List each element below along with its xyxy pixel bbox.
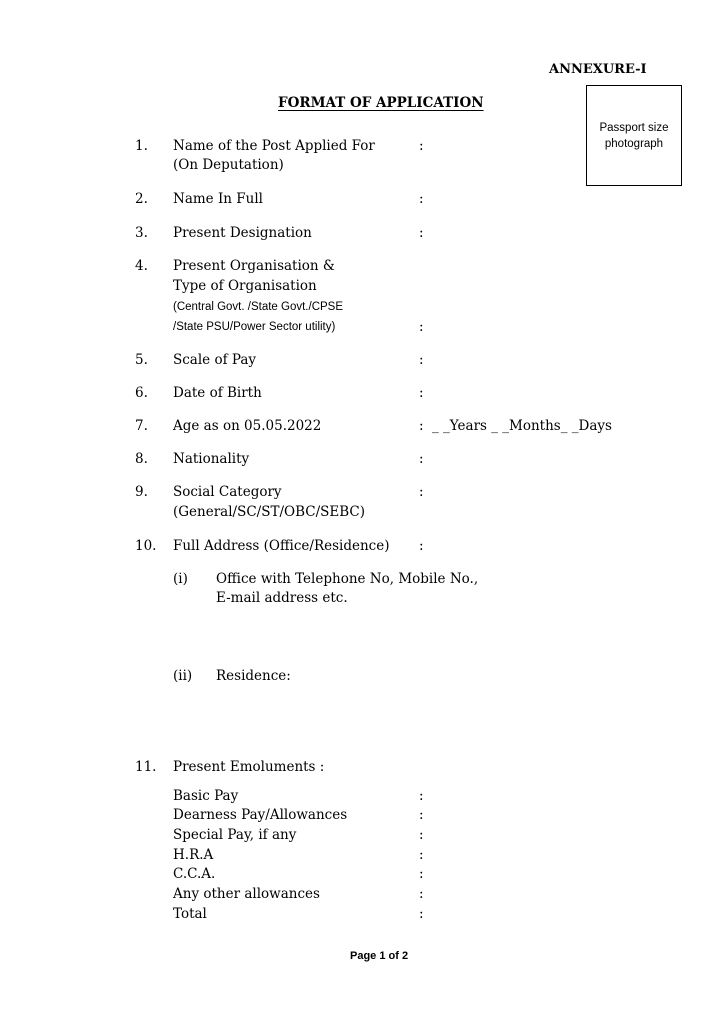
emolument-label: Special Pay, if any xyxy=(173,827,297,843)
item-number: 3. xyxy=(135,225,148,241)
item-label: Date of Birth xyxy=(173,385,262,401)
item-label: Type of Organisation xyxy=(173,278,317,294)
item-label: (General/SC/ST/OBC/SEBC) xyxy=(173,504,366,520)
emolument-colon: : xyxy=(419,788,424,804)
age-format-value: _ _Years _ _Months_ _Days xyxy=(432,418,612,434)
emolument-colon: : xyxy=(419,866,424,882)
emolument-label: Total xyxy=(173,906,207,922)
item-colon: : xyxy=(419,138,424,154)
item-label: Present Emoluments : xyxy=(173,759,325,775)
item-number: 7. xyxy=(135,418,148,434)
emolument-colon: : xyxy=(419,807,424,823)
item-colon: : xyxy=(419,538,424,554)
item-number: 4. xyxy=(135,258,148,274)
item-number: 6. xyxy=(135,385,148,401)
item-label: Name of the Post Applied For xyxy=(173,138,375,154)
sub-item-label: E-mail address etc. xyxy=(216,590,348,606)
passport-photo-box xyxy=(586,85,682,186)
item-number: 8. xyxy=(135,451,148,467)
item-sublabel: (Central Govt. /State Govt./CPSE xyxy=(173,301,344,313)
photo-caption-line1: Passport size xyxy=(599,122,669,134)
annexure-label: ANNEXURE-I xyxy=(549,62,647,77)
item-colon: : xyxy=(419,191,424,207)
item-colon: : xyxy=(419,385,424,401)
emolument-colon: : xyxy=(419,847,424,863)
item-label: Age as on 05.05.2022 xyxy=(173,418,322,434)
emolument-label: C.C.A. xyxy=(173,866,216,882)
item-number: 5. xyxy=(135,352,148,368)
photo-caption-line2: photograph xyxy=(604,138,664,150)
item-number: 2. xyxy=(135,191,148,207)
item-label: Present Organisation & xyxy=(173,258,335,274)
emolument-label: Any other allowances xyxy=(173,886,320,902)
emolument-colon: : xyxy=(419,906,424,922)
item-colon: : xyxy=(419,319,424,335)
page-title: FORMAT OF APPLICATION xyxy=(278,95,484,111)
emolument-label: H.R.A xyxy=(173,847,214,863)
emolument-colon: : xyxy=(419,886,424,902)
item-label: Present Designation xyxy=(173,225,312,241)
sub-item-label: Residence: xyxy=(216,668,291,684)
item-label: Full Address (Office/Residence) xyxy=(173,538,390,554)
item-colon: : xyxy=(419,352,424,368)
sub-item-number: (ii) xyxy=(173,668,193,684)
item-number: 1. xyxy=(135,138,148,154)
item-label: Nationality xyxy=(173,451,250,467)
photo-caption xyxy=(587,120,681,152)
item-label: Scale of Pay xyxy=(173,352,257,368)
item-colon: : xyxy=(419,484,424,500)
item-number: 9. xyxy=(135,484,148,500)
item-colon: : xyxy=(419,225,424,241)
sub-item-number: (i) xyxy=(173,571,188,587)
item-number: 11. xyxy=(135,759,157,775)
emolument-label: Basic Pay xyxy=(173,788,239,804)
item-label: (On Deputation) xyxy=(173,157,284,173)
item-colon: : xyxy=(419,451,424,467)
emolument-label: Dearness Pay/Allowances xyxy=(173,807,348,823)
page-number: Page 1 of 2 xyxy=(350,950,409,962)
item-label: Name In Full xyxy=(173,191,263,207)
item-label: Social Category xyxy=(173,484,282,500)
sub-item-label: Office with Telephone No, Mobile No., xyxy=(216,571,479,587)
item-colon: : xyxy=(419,418,424,434)
item-number: 10. xyxy=(135,538,157,554)
emolument-colon: : xyxy=(419,827,424,843)
item-sublabel: /State PSU/Power Sector utility) xyxy=(173,321,336,333)
